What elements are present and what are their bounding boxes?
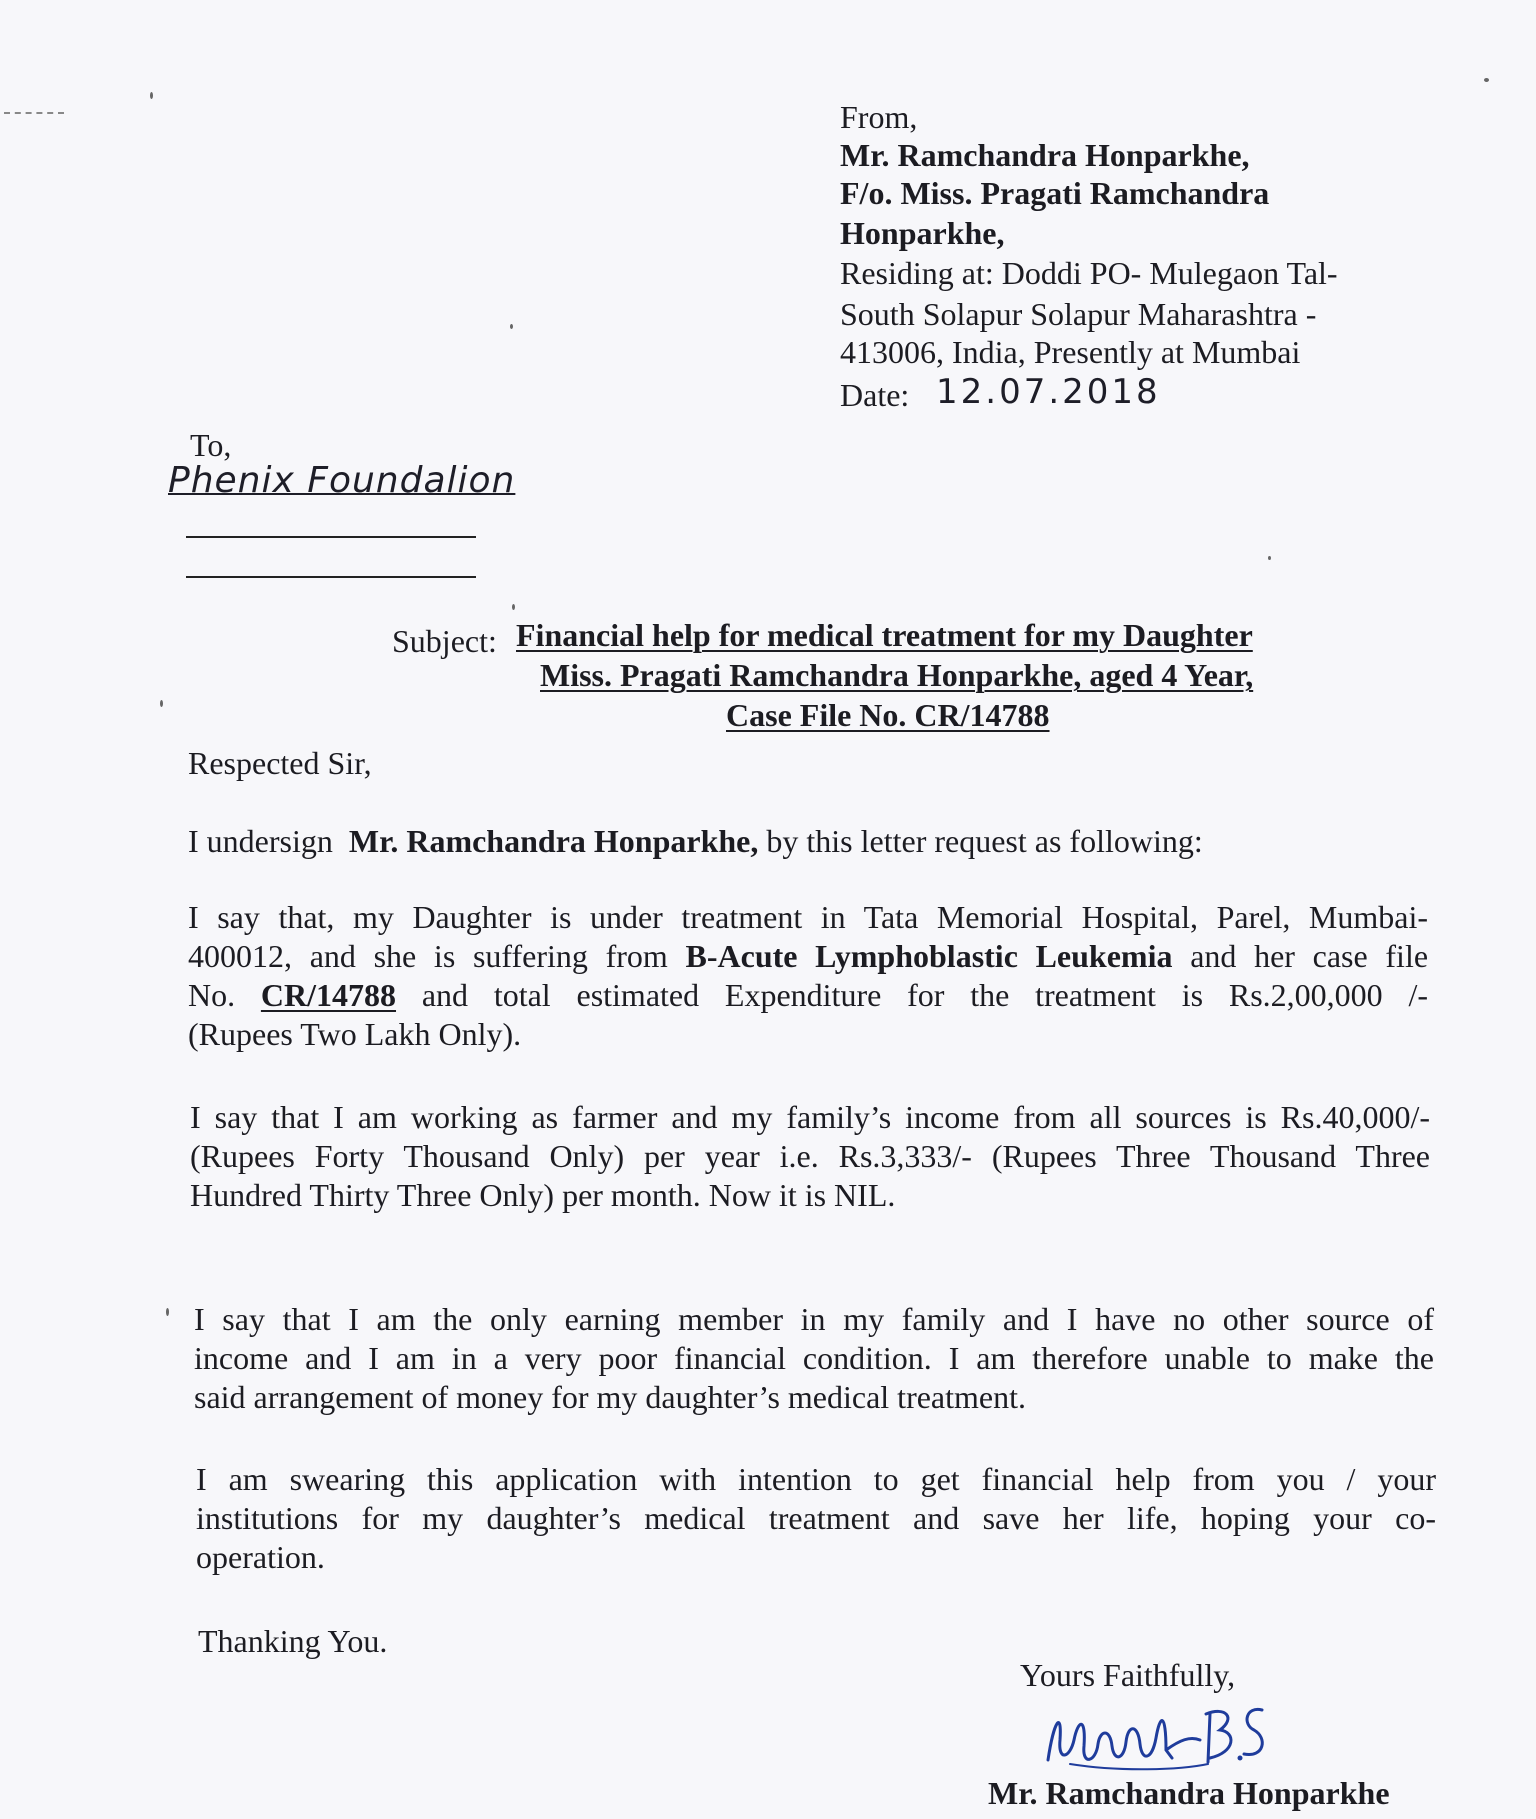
para3-line1: I say that I am the only earning member in my family and I have no other source of	[194, 1301, 1434, 1337]
scan-mark	[4, 112, 64, 114]
para1-line3	[188, 976, 1428, 1015]
scan-speck	[512, 604, 515, 610]
recipient-blank-line-1	[186, 536, 476, 538]
paragraph-3	[194, 1300, 1434, 1417]
para3-line2: income and I am in a very poor financial condition. I am therefore unable to make the	[194, 1340, 1434, 1376]
scan-speck	[1484, 78, 1489, 82]
salutation: Respected Sir,	[188, 745, 372, 781]
sender-address-line3: 413006, India, Presently at Mumbai	[840, 334, 1301, 370]
paragraph-2	[190, 1098, 1430, 1215]
para1-line3-c: and total estimated Expenditure for the treatment is Rs.2,00,000 /-	[421, 977, 1428, 1013]
para1-line3-a: No.	[188, 977, 236, 1013]
date-value-handwritten: 12.07.2018	[936, 372, 1161, 412]
closing: Thanking You.	[198, 1623, 388, 1659]
signatory-name: Mr. Ramchandra Honparkhe	[988, 1775, 1390, 1811]
para4-line2: institutions for my daughter’s medical treatment and save her life, hoping your co-	[196, 1500, 1436, 1536]
para4-line3: operation.	[196, 1539, 325, 1575]
para3-line3: said arrangement of money for my daughter’s medical treatment.	[194, 1379, 1026, 1415]
paragraph-1	[188, 898, 1428, 1054]
intro-prefix: I undersign	[188, 823, 333, 859]
from-label: From,	[840, 99, 918, 135]
scan-speck	[1268, 556, 1271, 560]
scan-speck	[166, 1308, 169, 1316]
sender-name: Mr. Ramchandra Honparkhe,	[840, 137, 1250, 173]
recipient-handwritten: Phenix Foundalion	[168, 460, 516, 501]
intro-line	[188, 822, 1203, 860]
para1-line4: (Rupees Two Lakh Only).	[188, 1016, 522, 1052]
paragraph-4	[196, 1460, 1436, 1577]
date-label: Date:	[840, 377, 910, 413]
signoff: Yours Faithfully,	[1020, 1657, 1236, 1693]
subject-line1: Financial help for medical treatment for my Daughter	[516, 617, 1253, 653]
para2-line3: Hundred Thirty Three Only) per month. Now it is NIL.	[190, 1177, 896, 1213]
sender-relation-line1: F/o. Miss. Pragati Ramchandra	[840, 175, 1270, 211]
recipient-blank-line-2	[186, 576, 476, 578]
subject-label: Subject:	[392, 623, 497, 659]
para2-line2: (Rupees Forty Thousand Only) per year i.e. Rs.3,333/- (Rupees Three Thousand Three	[190, 1138, 1430, 1174]
sender-relation-line2: Honparkhe,	[840, 215, 1005, 251]
scan-speck	[510, 324, 513, 329]
para2-line1: I say that I am working as farmer and my family’s income from all sources is Rs.40,000/-	[190, 1099, 1430, 1135]
para4-line1: I am swearing this application with intention to get financial help from you / your	[196, 1461, 1436, 1497]
intro-suffix: by this letter request as following:	[766, 823, 1203, 859]
sender-address-line2: South Solapur Solapur Maharashtra -	[840, 296, 1317, 332]
subject-line3: Case File No. CR/14788	[726, 697, 1050, 733]
sender-address-line1: Residing at: Doddi PO- Mulegaon Tal-	[840, 255, 1338, 291]
case-file-number: CR/14788	[260, 977, 397, 1013]
para1-line2	[188, 937, 1428, 976]
diagnosis: B-Acute Lymphoblastic Leukemia	[685, 938, 1173, 974]
intro-name: Mr. Ramchandra Honparkhe,	[348, 823, 759, 859]
para1-line2-a: 400012, and she is suffering from	[188, 938, 668, 974]
scan-speck	[150, 92, 153, 99]
to-label: To,	[190, 427, 232, 463]
scan-speck	[160, 700, 163, 707]
para1-line2-c: and her case file	[1190, 938, 1429, 974]
signature	[1040, 1700, 1270, 1780]
subject-line2: Miss. Pragati Ramchandra Honparkhe, aged 4 Year,	[540, 657, 1254, 693]
para1-line1: I say that, my Daughter is under treatment in Tata Memorial Hospital, Parel, Mumbai-	[188, 899, 1428, 935]
